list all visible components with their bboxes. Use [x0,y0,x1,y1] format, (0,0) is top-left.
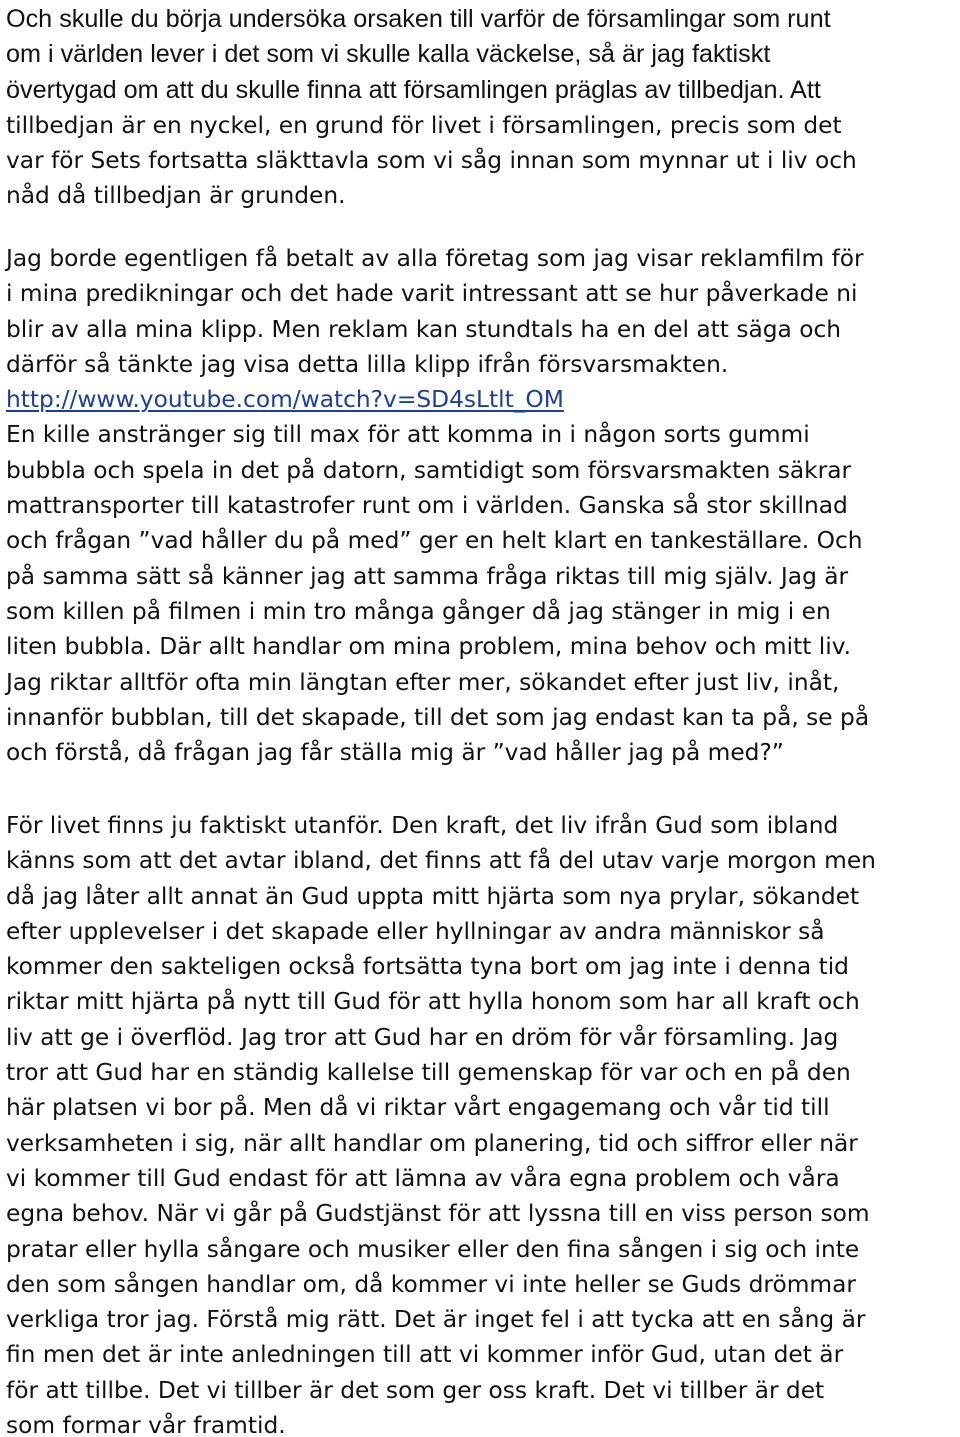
text-line: här platsen vi bor på. Men då vi riktar vårt engagemang och vår tid till [6,1094,830,1122]
text-line: liten bubbla. Där allt handlar om mina problem, mina behov och mitt liv. [6,633,852,661]
text-line: verksamheten i sig, när allt handlar om planering, tid och siffror eller när [6,1129,858,1157]
text-line: i mina predikningar och det hade varit intressant att se hur påverkade ni [6,280,858,308]
text-line: som killen på filmen i min tro många gånger då jag stänger in mig i en [6,597,831,625]
text-line: mattransporter till katastrofer runt om i världen. Ganska så stor skillnad [6,492,848,520]
text-line: och frågan ”vad håller du på med” ger en helt klart en tankeställare. Och [6,527,863,555]
paragraph-life-outside [6,808,960,1437]
text-line: bubbla och spela in det på datorn, samtidigt som försvarsmakten säkrar [6,456,852,484]
text-line: kommer den sakteligen också fortsätta tyna bort om jag inte i denna tid [6,953,849,981]
text-line: och förstå, då frågan jag får ställa mig är ”vad håller jag på med?” [6,739,784,767]
text-line: riktar mitt hjärta på nytt till Gud för att hylla honom som har all kraft och [6,988,860,1016]
youtube-link[interactable]: http://www.youtube.com/watch?v=SD4sLtlt_OM [6,386,564,414]
text-line: En kille anstränger sig till max för att komma in i någon sorts gummi [6,421,810,449]
text-line: blir av alla mina klipp. Men reklam kan stundtals ha en del att säga och [6,315,842,343]
text-line: på samma sätt så känner jag att samma fråga riktas till mig själv. Jag är [6,562,849,590]
text-line: känns som att det avtar ibland, det finns att få del utav varje morgon men [6,847,876,875]
text-line: därför så tänkte jag visa detta lilla klipp ifrån försvarsmakten. [6,350,729,378]
text-line: innanför bubblan, till det skapade, till det som jag endast kan ta på, se på [6,703,870,731]
paragraph-advert-clip [6,241,960,770]
paragraph-revival-worship [6,2,960,214]
text-line: efter upplevelser i det skapade eller hyllningar av andra människor så [6,917,825,945]
youtube-link-line [6,382,960,417]
text-line: För livet finns ju faktiskt utanför. Den kraft, det liv ifrån Gud som ibland [6,812,839,839]
text-line: den som sången handlar om, då kommer vi inte heller se Guds drömmar [6,1270,856,1298]
text-line: Jag riktar alltför ofta min längtan efter mer, sökandet efter just liv, inåt, [6,668,840,696]
text-line: Jag borde egentligen få betalt av alla företag som jag visar reklamfilm för [6,245,864,272]
text-line: pratar eller hylla sångare och musiker eller den fina sången i sig och inte [6,1235,860,1263]
text-line: övertygad om att du skulle finna att församlingen präglas av tillbedjan. Att [6,75,821,104]
text-line: om i världen lever i det som vi skulle kalla väckelse, så är jag faktiskt [6,40,771,69]
text-line: tillbedjan är en nyckel, en grund för livet i församlingen, precis som det [6,111,842,139]
text-line: var för Sets fortsatta släkttavla som vi såg innan som mynnar ut i liv och [6,147,857,175]
text-line: då jag låter allt annat än Gud uppta mitt hjärta som nya prylar, sökandet [6,882,860,910]
text-line: tror att Gud har en ständig kallelse till gemenskap för var och en på den [6,1059,851,1087]
text-line: verkliga tror jag. Förstå mig rätt. Det är inget fel i att tycka att en sång är [6,1306,866,1334]
text-line: liv att ge i överflöd. Jag tror att Gud har en dröm för vår församling. Jag [6,1023,839,1051]
text-line: för att tillbe. Det vi tillber är det som ger oss kraft. Det vi tillber är det [6,1376,825,1404]
text-line: som formar vår framtid. [6,1412,286,1437]
text-line: Och skulle du börja undersöka orsaken till varför de församlingar som runt [6,5,831,33]
text-line: fin men det är inte anledningen till att vi kommer inför Gud, utan det är [6,1341,844,1369]
text-line: vi kommer till Gud endast för att lämna av våra egna problem och våra [6,1164,840,1192]
text-line: nåd då tillbedjan är grunden. [6,182,346,210]
text-line: egna behov. När vi går på Gudstjänst för att lyssna till en viss person som [6,1200,870,1228]
